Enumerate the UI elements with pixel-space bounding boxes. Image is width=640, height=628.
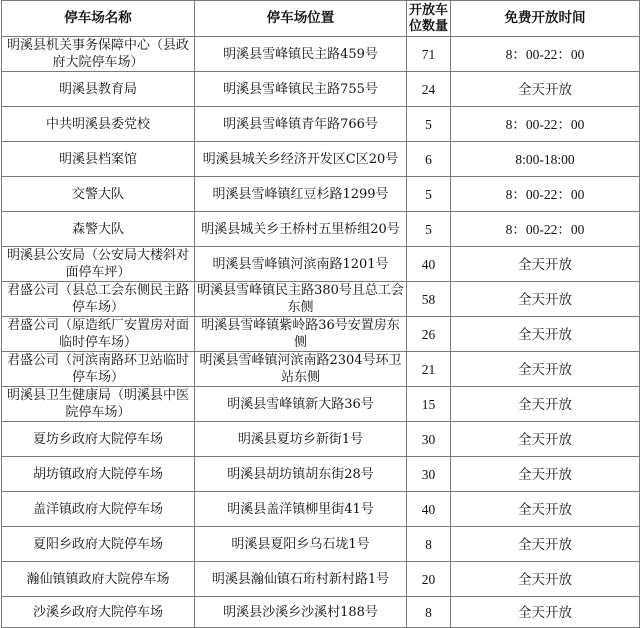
cell-free-hours: 全天开放 (451, 527, 640, 562)
cell-parking-location: 明溪县夏坊乡新街1号 (195, 422, 407, 457)
cell-parking-location: 明溪县瀚仙镇石珩村新村路1号 (195, 562, 407, 597)
table-row (2, 177, 640, 212)
cell-free-hours: 全天开放 (451, 422, 640, 457)
cell-free-hours: 全天开放 (451, 492, 640, 527)
header-open-spaces: 开放车位数量 (407, 1, 451, 37)
cell-open-spaces: 20 (407, 562, 451, 597)
table-row (2, 282, 640, 317)
cell-parking-location: 明溪县雪峰镇新大路36号 (195, 387, 407, 422)
cell-parking-location: 明溪县城关乡经济开发区C区20号 (195, 142, 407, 177)
cell-parking-name: 沙溪乡政府大院停车场 (2, 597, 195, 628)
table-row (2, 387, 640, 422)
cell-parking-name: 交警大队 (2, 177, 195, 212)
table-row (2, 597, 640, 628)
cell-parking-name: 明溪县卫生健康局（明溪县中医院停车场） (2, 387, 195, 422)
cell-open-spaces: 30 (407, 422, 451, 457)
cell-open-spaces: 8 (407, 597, 451, 628)
cell-open-spaces: 6 (407, 142, 451, 177)
cell-open-spaces: 58 (407, 282, 451, 317)
cell-open-spaces: 71 (407, 37, 451, 72)
cell-parking-location: 明溪县雪峰镇紫岭路36号安置房东侧 (195, 317, 407, 352)
cell-parking-name: 盖洋镇政府大院停车场 (2, 492, 195, 527)
cell-parking-name: 胡坊镇政府大院停车场 (2, 457, 195, 492)
cell-open-spaces: 40 (407, 247, 451, 282)
header-parking-name: 停车场名称 (2, 1, 195, 37)
table-body (2, 37, 640, 628)
cell-parking-name: 明溪县档案馆 (2, 142, 195, 177)
cell-free-hours: 8：00-22：00 (451, 107, 640, 142)
table-row (2, 37, 640, 72)
cell-open-spaces: 30 (407, 457, 451, 492)
cell-parking-name: 明溪县教育局 (2, 72, 195, 107)
table-row (2, 142, 640, 177)
cell-free-hours: 全天开放 (451, 597, 640, 628)
table-row (2, 527, 640, 562)
cell-parking-name: 瀚仙镇镇政府大院停车场 (2, 562, 195, 597)
cell-parking-name: 明溪县公安局（公安局大楼斜对面停车坪） (2, 247, 195, 282)
cell-parking-name: 君盛公司（河滨南路环卫站临时停车场） (2, 352, 195, 387)
cell-free-hours: 全天开放 (451, 457, 640, 492)
header-free-hours: 免费开放时间 (451, 1, 640, 37)
cell-open-spaces: 26 (407, 317, 451, 352)
cell-parking-name: 夏阳乡政府大院停车场 (2, 527, 195, 562)
cell-open-spaces: 40 (407, 492, 451, 527)
cell-parking-location: 明溪县雪峰镇红豆杉路1299号 (195, 177, 407, 212)
cell-open-spaces: 15 (407, 387, 451, 422)
cell-free-hours: 8：00-22：00 (451, 177, 640, 212)
cell-parking-location: 明溪县雪峰镇河滨南路2304号环卫站东侧 (195, 352, 407, 387)
cell-parking-name: 森警大队 (2, 212, 195, 247)
table-header-row (2, 1, 640, 37)
table-row (2, 352, 640, 387)
cell-free-hours: 全天开放 (451, 282, 640, 317)
cell-free-hours: 全天开放 (451, 352, 640, 387)
cell-parking-name: 明溪县机关事务保障中心（县政府大院停车场） (2, 37, 195, 72)
cell-free-hours: 全天开放 (451, 72, 640, 107)
cell-free-hours: 8：00-22：00 (451, 37, 640, 72)
table-row (2, 107, 640, 142)
cell-open-spaces: 5 (407, 212, 451, 247)
cell-open-spaces: 5 (407, 107, 451, 142)
cell-open-spaces: 21 (407, 352, 451, 387)
cell-parking-name: 君盛公司（县总工会东侧民主路停车场） (2, 282, 195, 317)
cell-parking-location: 明溪县盖洋镇柳里街41号 (195, 492, 407, 527)
table-row (2, 562, 640, 597)
cell-free-hours: 全天开放 (451, 247, 640, 282)
cell-parking-name: 中共明溪县委党校 (2, 107, 195, 142)
table-row (2, 457, 640, 492)
table-row (2, 72, 640, 107)
cell-free-hours: 全天开放 (451, 562, 640, 597)
table-row (2, 247, 640, 282)
cell-parking-location: 明溪县城关乡王桥村五里桥组20号 (195, 212, 407, 247)
cell-parking-name: 君盛公司（原造纸厂安置房对面临时停车场） (2, 317, 195, 352)
cell-parking-location: 明溪县夏阳乡乌石垅1号 (195, 527, 407, 562)
cell-free-hours: 全天开放 (451, 387, 640, 422)
table-row (2, 492, 640, 527)
cell-parking-location: 明溪县雪峰镇民主路459号 (195, 37, 407, 72)
cell-parking-location: 明溪县雪峰镇河滨南路1201号 (195, 247, 407, 282)
table-row (2, 317, 640, 352)
cell-open-spaces: 5 (407, 177, 451, 212)
cell-parking-location: 明溪县雪峰镇青年路766号 (195, 107, 407, 142)
cell-parking-location: 明溪县雪峰镇民主路755号 (195, 72, 407, 107)
cell-open-spaces: 24 (407, 72, 451, 107)
header-parking-location: 停车场位置 (195, 1, 407, 37)
cell-parking-name: 夏坊乡政府大院停车场 (2, 422, 195, 457)
cell-parking-location: 明溪县胡坊镇胡东街28号 (195, 457, 407, 492)
cell-free-hours: 8:00-18:00 (451, 142, 640, 177)
table-row (2, 422, 640, 457)
table-row (2, 212, 640, 247)
cell-free-hours: 全天开放 (451, 317, 640, 352)
cell-free-hours: 8：00-22：00 (451, 212, 640, 247)
cell-parking-location: 明溪县沙溪乡沙溪村188号 (195, 597, 407, 628)
parking-lot-table (1, 0, 640, 628)
cell-parking-location: 明溪县雪峰镇民主路380号且总工会东侧 (195, 282, 407, 317)
cell-open-spaces: 8 (407, 527, 451, 562)
